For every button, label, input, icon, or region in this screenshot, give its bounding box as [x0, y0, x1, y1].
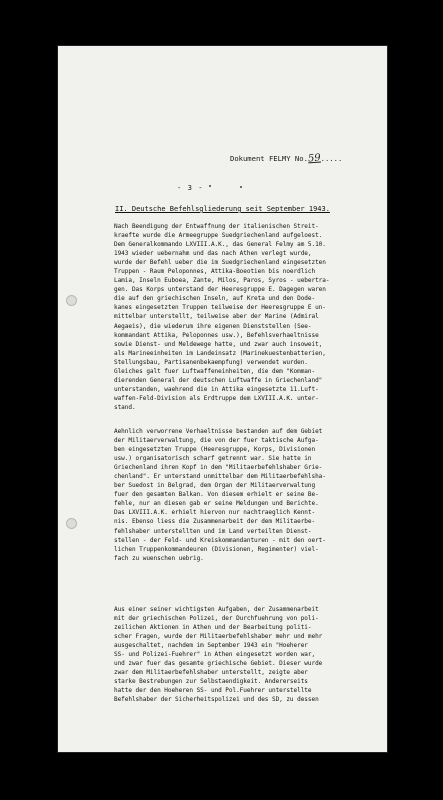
- document-page: [57, 45, 388, 753]
- punch-hole: [66, 295, 77, 306]
- reference-label: Dokument FELMY: [230, 154, 291, 163]
- punch-hole: [66, 518, 77, 529]
- scan-speck: [209, 185, 211, 187]
- paragraph: Aus einer seiner wichtigsten Aufgaben, der Zusammenarbeit mit der griechischen Polizei, der Durchfuehrung von poli- zeilichen Aktionen in Athen und der Bearbeitung politi- scher Fragen, wurde der Militaerbefehlshaber mehr und mehr ausgeschaltet, nachdem im September 1943 ein "Hoeherer SS- und Polizei-Fuehrer" in Athen eingesetzt worden war, und zwar fuer das gesamte griechische Gebiet. Dieser wurde zwar dem Militaerbefehlshaber unterstellt, zeigte aber starke Bestrebungen zur Selbstaendigkeit. Andererseits hatte der den Hoeheren SS- und Pol.Fuehrer unterstellte Befehlshaber der Sicherheitspolizei und des SD, zu dessen: [114, 606, 323, 704]
- section-heading: II. Deutsche Befehlsgliederung seit September 1943.: [115, 205, 330, 213]
- paragraph: Aehnlich verworrene Verhaeltnisse bestanden auf dem Gebiet der Militaerverwaltung, die von der fuer taktische Aufga- ben eingesetzten Truppe (Heeresgruppe, Korps, Divisionen usw.) organisatorisch scharf getrennt war. Sie hatte in Griechenland ihren Kopf in dem "Militaerbefehlshaber Grie- chenland". Er unterstand unmittelbar dem Militaerbefehlsha- ber Suedost in Belgrad, dem Organ der Militaerverwaltung fuer den gesamten Balkan. Von diesem erhielt er seine Be- fehle, nur an diesen gab er seine Meldungen und Berichte. Das LXVIII.A.K. erhielt hiervon nur nachtraeglich Kennt- nis. Ebenso liess die Zusammenarbeit der dem Militaerbe- fehlshaber unterstellten und im Land verteilten Dienst- stellen - der Feld- und Kreiskommandanturen - mit den oert- lichen Truppenkommandeuren (Divisionen, Regimenter) viel- fach zu wuenschen uebrig.: [114, 428, 326, 562]
- document-reference: Dokument FELMY No.59.....: [230, 152, 343, 165]
- reference-number-label: No.: [294, 154, 308, 163]
- page-marker: - 3 -: [177, 183, 204, 192]
- paragraph: Nach Beendigung der Entwaffnung der italienischen Streit- kraefte wurde die Armeegruppe Suedgriechenland aufgeloest. Dem Generalkommando LXVIII.A.K., das General Felmy am 5.10. 1943 wieder uebernahm und das nach Athen verlegt wurde, wurde der Befehl ueber die im Suedgriechenland eingesetzten Truppen - Raum Peloponnes, Attika-Boeotien bis noerdlich Lamia, Inseln Euboea, Zante, Milos, Paros, Syros - uebertra- gen. Das Korps unterstand der Heeresgruppe E. Dagegen waren die auf den griechischen Inseln, auf Kreta und den Dode- kanes eingesetzten Truppen teilweise der Heeresgruppe E un- mittelbar unterstellt, teilweise aber der Marine (Admiral Aegaeis), die wiederum ihre eigenen Dienststellen (See- kommandant Attika, Peloponnes usw.), Befehlsverhaeltnisse sowie Dienst- und Meldewege hatte, und zwar auch insoweit, als Marineeinheiten im Landeinsatz (Marinekuestenbatterien, Stellungsbau, Partisanenbekaempfung) verwendet wurden. Gleiches galt fuer Luftwaffeneinheiten, die dem "Komman- dierenden General der deutschen Luftwaffe in Griechenland" unterstanden, waehrend die in Attika eingesetzte 11.Luft- waffen-Feld-Division als Erdtruppe dem LXVIII.A.K. unter- stand.: [114, 223, 330, 411]
- reference-number: 59: [307, 152, 322, 165]
- scan-speck: [240, 186, 242, 188]
